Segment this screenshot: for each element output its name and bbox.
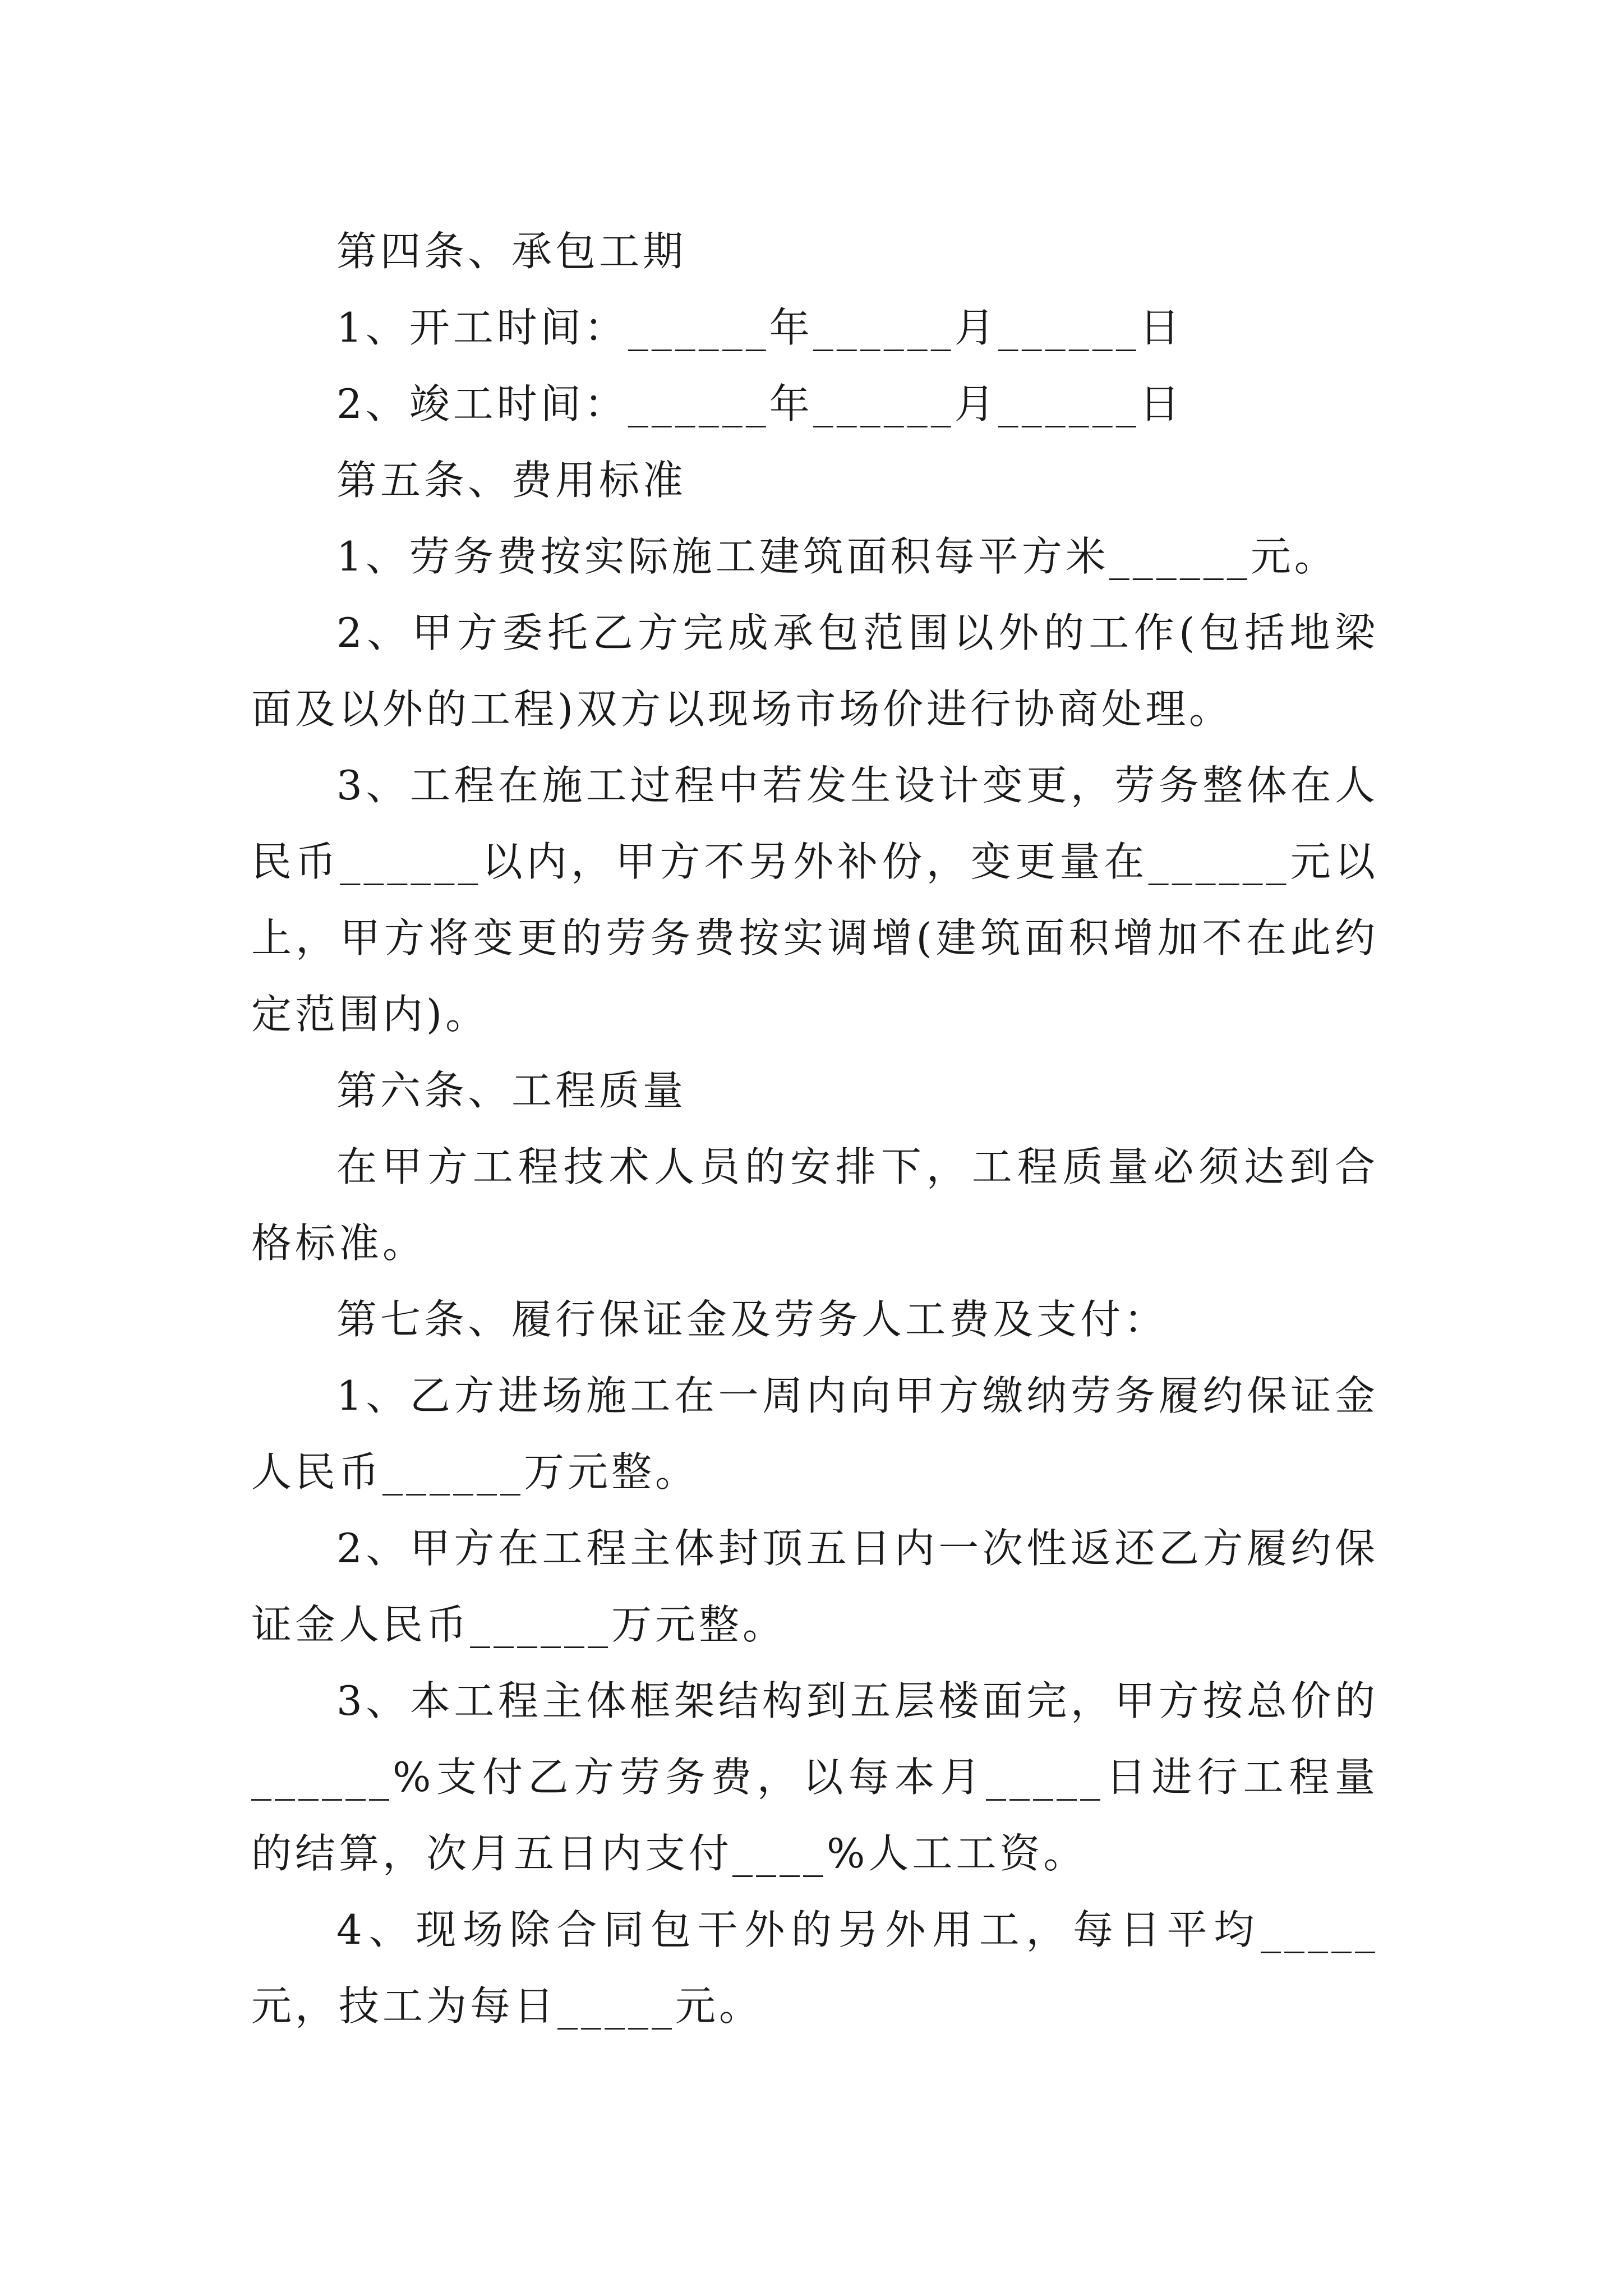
payment-clause-1: 1、乙方进场施工在一周内向甲方缴纳劳务履约保证金人民币______万元整。 xyxy=(251,1372,1378,1496)
completion-date-line: 2、竣工时间：______年______月______日 xyxy=(336,380,1183,427)
article-7-heading: 第七条、履行保证金及劳务人工费及支付： xyxy=(336,1296,1168,1343)
start-date-line: 1、开工时间：______年______月______日 xyxy=(336,304,1183,351)
article-6-heading: 第六条、工程质量 xyxy=(336,1067,687,1114)
article-5-heading: 第五条、费用标准 xyxy=(336,457,687,504)
fee-clause-3: 3、工程在施工过程中若发生设计变更，劳务整体在人民币______以内，甲方不另外补份，变更量在______元以上，甲方将变更的劳务费按实调增(建筑面积增加不在此约定范围内)。 xyxy=(251,762,1378,1038)
payment-clause-3: 3、本工程主体框架结构到五层楼面完，甲方按总价的______%支付乙方劳务费，以每本月_____日进行工程量的结算，次月五日内支付____%人工工资。 xyxy=(251,1677,1378,1877)
article-4-heading: 第四条、承包工期 xyxy=(336,228,687,275)
quality-clause: 在甲方工程技术人员的安排下，工程质量必须达到合格标准。 xyxy=(251,1143,1378,1267)
fee-clause-1: 1、劳务费按实际施工建筑面积每平方米______元。 xyxy=(336,533,1338,580)
document-page xyxy=(251,213,1378,2044)
fee-clause-2: 2、甲方委托乙方完成承包范围以外的工作(包括地梁面及以外的工程)双方以现场市场价进行协商处理。 xyxy=(251,609,1378,733)
payment-clause-2: 2、甲方在工程主体封顶五日内一次性返还乙方履约保证金人民币______万元整。 xyxy=(251,1525,1378,1648)
payment-clause-4: 4、现场除合同包干外的另外用工，每日平均_____元，技工为每日_____元。 xyxy=(251,1906,1378,2030)
